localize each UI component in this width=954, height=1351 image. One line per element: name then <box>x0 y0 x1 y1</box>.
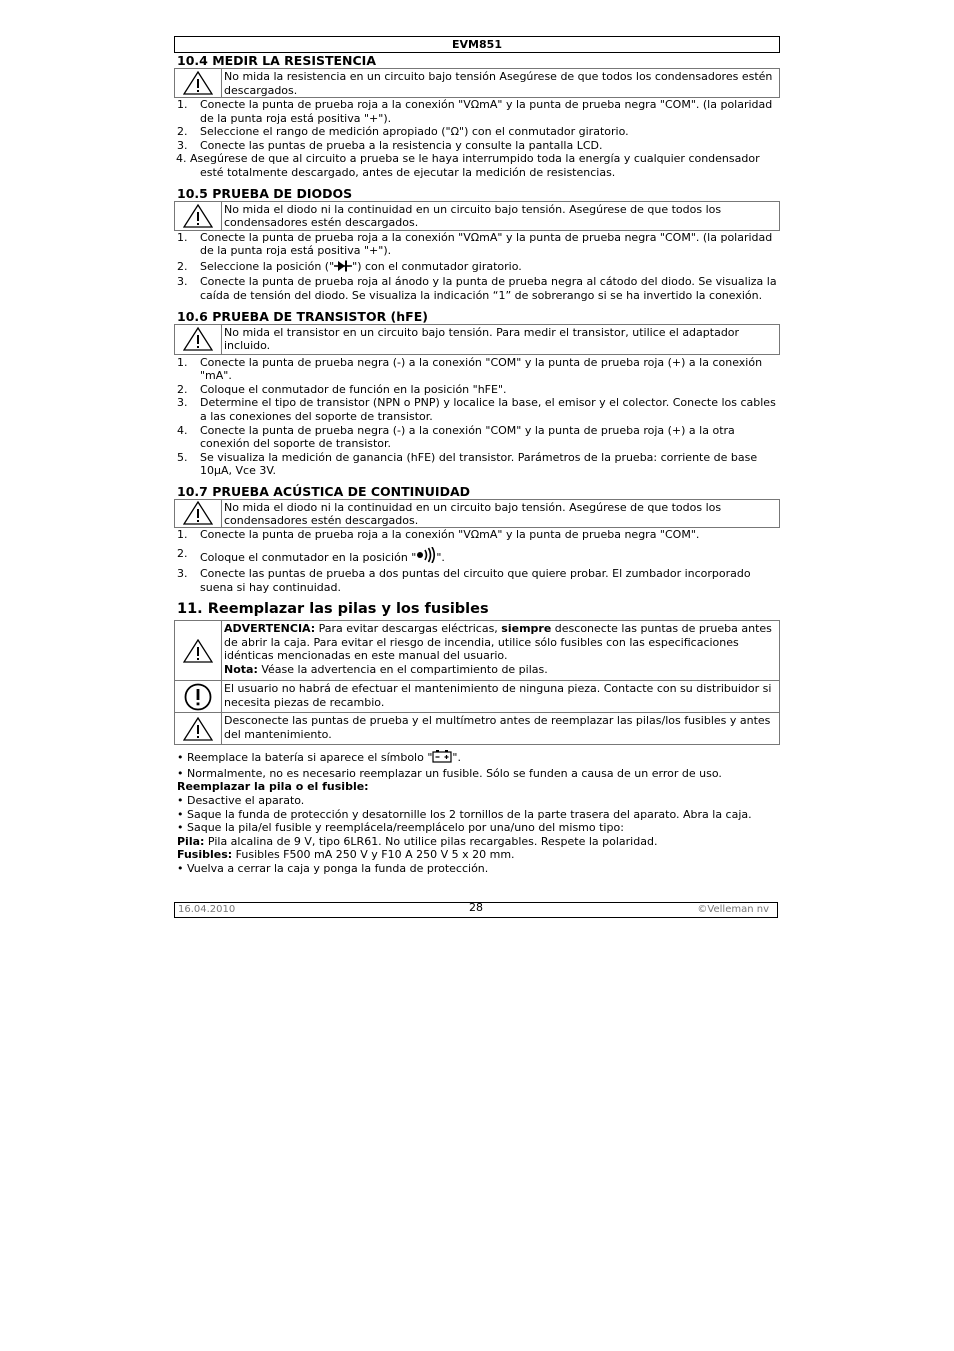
list-item: 2. Seleccione el rango de medición apropiado ("Ω") con el conmutador giratorio. <box>177 125 629 139</box>
steps-list <box>174 528 780 594</box>
section-10-6-title: 10.6 PRUEBA DE TRANSISTOR (hFE) <box>177 308 428 324</box>
list-item: 1. Conecte la punta de prueba negra (-) a la conexión "COM" y la punta de prueba roja (+) a la conexión "mA". <box>177 355 763 383</box>
footer-date: 16.04.2010 <box>178 904 236 915</box>
list-item: 2. Coloque el conmutador de función en la posición "hFE". <box>177 382 507 396</box>
list-item: • Saque la pila/el fusible y reemplácela/reemplácelo por una/uno del mismo tipo: <box>177 821 780 835</box>
section-10-5-title: 10.5 PRUEBA DE DIODOS <box>177 185 353 201</box>
page-header <box>174 36 780 53</box>
page-number: 28 <box>469 901 483 914</box>
fuse-spec: Fusibles: Fusibles F500 mA 250 V y F10 A 250 V 5 x 20 mm. <box>177 848 515 862</box>
steps-list <box>174 356 780 478</box>
list-item: 3. Determine el tipo de transistor (NPN o PNP) y localice la base, el emisor y el colector. Conecte los cables a las conexiones del soporte de transistor. <box>177 396 776 423</box>
list-item: • Normalmente, no es necesario reemplazar un fusible. Sólo se funden a causa de un error de uso. <box>177 767 780 781</box>
warning-triangle-icon <box>175 69 222 97</box>
list-item: 3. Conecte la punta de prueba roja al ánodo y la punta de prueba negra al cátodo del diodo. Se visualiza la caída de tensión del diodo. Se visualiza la indicación “1” de sobrerango si se ha invertido la conexión. <box>177 275 777 302</box>
warning-box <box>174 201 780 231</box>
warning-text: No mida la resistencia en un circuito bajo tensión Asegúrese de que todos los condensadores estén descargados. <box>224 70 773 97</box>
warning-box <box>174 499 780 528</box>
warning-triangle-icon <box>175 713 222 744</box>
bullet-list <box>174 794 780 835</box>
list-item: 3. Conecte las puntas de prueba a dos puntas del circuito que quiere probar. El zumbador incorporado suena si hay continuidad. <box>177 567 751 594</box>
list-item: • Desactive el aparato. <box>177 794 780 808</box>
warning-text: ADVERTENCIA: Para evitar descargas eléctricas, siempre desconecte las puntas de prueba antes de abrir la caja. Para evitar el riesgo de incendia, utilice sólo fusibles con las especificaciones idénticas mencionadas en este manual del usuario. Nota: Véase la advertencia en el compartimiento de pilas. <box>224 622 772 677</box>
list-item: 4. Asegúrese de que al circuito a prueba se le haya interrumpido toda la energía y cualquier condensador esté totalmente descargado, antes de ejecutar la medición de resistencias. <box>176 152 760 179</box>
battery-spec: Pila: Pila alcalina de 9 V, tipo 6LR61. No utilice pilas recargables. Respete la polaridad. <box>177 834 658 848</box>
model-name: EVM851 <box>452 38 502 51</box>
list-item: • Saque la funda de protección y desatornille los 2 tornillos de la parte trasera del aparato. Abra la caja. <box>177 808 780 822</box>
warning-row <box>175 712 779 744</box>
list-item: 3. Conecte las puntas de prueba a la resistencia y consulte la pantalla LCD. <box>177 138 603 152</box>
section-10-7-title: 10.7 PRUEBA ACÚSTICA DE CONTINUIDAD <box>177 483 470 499</box>
warning-triangle-icon <box>175 500 222 527</box>
steps-list <box>174 98 780 180</box>
list-item: 5. Se visualiza la medición de ganancia (hFE) del transistor. Parámetros de la prueba: corriente de base 10µA, Vce 3V. <box>177 450 758 478</box>
warning-triangle-icon <box>175 325 222 354</box>
subheading: Reemplazar la pila o el fusible: <box>177 780 369 794</box>
warning-text: El usuario no habrá de efectuar el mantenimiento de ninguna pieza. Contacte con su distribuidor si necesita piezas de recambio. <box>224 682 772 709</box>
warning-box <box>174 68 780 98</box>
bullet-list <box>174 749 780 780</box>
list-item: 2. Seleccione la posición (" ") con el conmutador giratorio. <box>174 260 780 276</box>
warning-text: No mida el diodo ni la continuidad en un circuito bajo tensión. Asegúrese de que todos los condensadores estén descargados. <box>224 202 722 230</box>
warning-triangle-icon <box>175 621 222 680</box>
list-item: 1. Conecte la punta de prueba roja a la conexión "VΩmA" y la punta de prueba negra "COM". <box>177 527 700 541</box>
list-item: • Vuelva a cerrar la caja y ponga la funda de protección. <box>177 862 780 876</box>
warning-text: No mida el transistor en un circuito bajo tensión. Para medir el transistor, utilice el adaptador incluido. <box>224 325 740 353</box>
list-item: 1. Conecte la punta de prueba roja a la conexión "VΩmA" y la punta de prueba negra "COM". (la polaridad de la punta roja está positiva "+"). <box>177 98 773 125</box>
diode-icon <box>334 260 352 276</box>
warning-row <box>175 680 779 712</box>
warning-table <box>174 620 780 745</box>
warning-row <box>175 621 779 680</box>
page-footer <box>174 902 778 918</box>
footer-copyright: ©Velleman nv <box>697 904 769 915</box>
section-10-4-title: 10.4 MEDIR LA RESISTENCIA <box>177 53 377 68</box>
battery-icon <box>432 749 452 767</box>
list-item: 4. Conecte la punta de prueba negra (-) a la conexión "COM" y la punta de prueba roja (+) a la otra conexión del soporte de transistor. <box>177 423 735 451</box>
warning-box <box>174 324 780 355</box>
manual-page <box>174 36 780 876</box>
list-item: • Reemplace la batería si aparece el símbolo " ". <box>177 749 780 767</box>
section-11-title: 11. Reemplazar las pilas y los fusibles <box>177 601 489 618</box>
exclamation-circle-icon <box>175 681 222 712</box>
list-item: 1. Conecte la punta de prueba roja a la conexión "VΩmA" y la punta de prueba negra "COM". (la polaridad de la punta roja está positiva "+"). <box>177 230 773 258</box>
bullet-list <box>174 862 780 876</box>
warning-triangle-icon <box>175 202 222 230</box>
list-item: 2. Coloque el conmutador en la posición " ". <box>174 547 780 567</box>
steps-list <box>174 231 780 303</box>
warning-text: No mida el diodo ni la continuidad en un circuito bajo tensión. Asegúrese de que todos los condensadores estén descargados. <box>224 500 722 528</box>
warning-text: Desconecte las puntas de prueba y el multímetro antes de reemplazar las pilas/los fusibles y antes del mantenimiento. <box>224 714 771 741</box>
buzzer-icon <box>416 547 436 567</box>
